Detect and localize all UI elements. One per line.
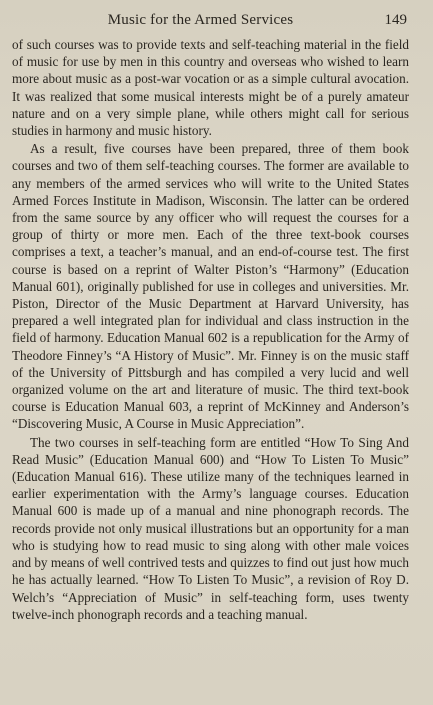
paragraph-continued: of such courses was to provide texts and self-teaching material in the field of music for use by men in this country and overseas who wished to learn more about music as a post-war vocation or as a simple cultural avocation. It was realized that some musical interests might be of a purely amateur nature and on a very simple plane, while others might call for serious studies in harmony and music history. bbox=[12, 37, 409, 139]
paragraph-courses-prepared: As a result, five courses have been prepared, three of them book courses and two of them self-teaching courses. The former are available to any members of the armed services who will write to the United States Armed Forces Institute in Madison, Wisconsin. The latter can be ordered from the same source by any officer who will request the courses for a group of thirty or more men. Each of the three text-book courses comprises a text, a teacher’s manual, and an end-of-course test. The first course is based on a reprint of Walter Piston’s “Harmony” (Education Manual 601), originally published for use in colleges and universities. Mr. Piston, Director of the Music Department at Harvard University, has prepared a well integrated plan for individual and class instruction in the field of harmony. Education Manual 602 is a republication for the Army of Theodore Finney’s “A History of Music”. Mr. Finney is on the music staff of the University of Pittsburgh and has compiled a very lucid and well organized volume on the art and literature of music. The third text-book course is Education Manual 603, a reprint of McKinney and Anderson’s “Discovering Music, A Course in Music Appreciation”. bbox=[12, 141, 409, 432]
page-number: 149 bbox=[384, 12, 407, 28]
page-header bbox=[12, 10, 409, 36]
body-text bbox=[12, 36, 409, 623]
paragraph-self-teaching: The two courses in self-teaching form are entitled “How To Sing And Read Music” (Education Manual 600) and “How To Listen To Music” (Education Manual 616). These utilize many of the techniques learned in earlier experimentation with the Army’s language courses. Education Manual 600 is made up of a manual and nine phonograph records. The records provide not only musical illustrations but an opportunity for a man who is studying how to read music to sing along with other male voices and by means of well contrived tests and quizzes to find out just how much he has actually learned. “How To Listen To Music”, a revision of Roy D. Welch’s “Appreciation of Music” in self-teaching form, uses twenty twelve-inch phonograph records and a teaching manual. bbox=[12, 434, 410, 622]
running-title: Music for the Armed Services bbox=[107, 12, 294, 28]
